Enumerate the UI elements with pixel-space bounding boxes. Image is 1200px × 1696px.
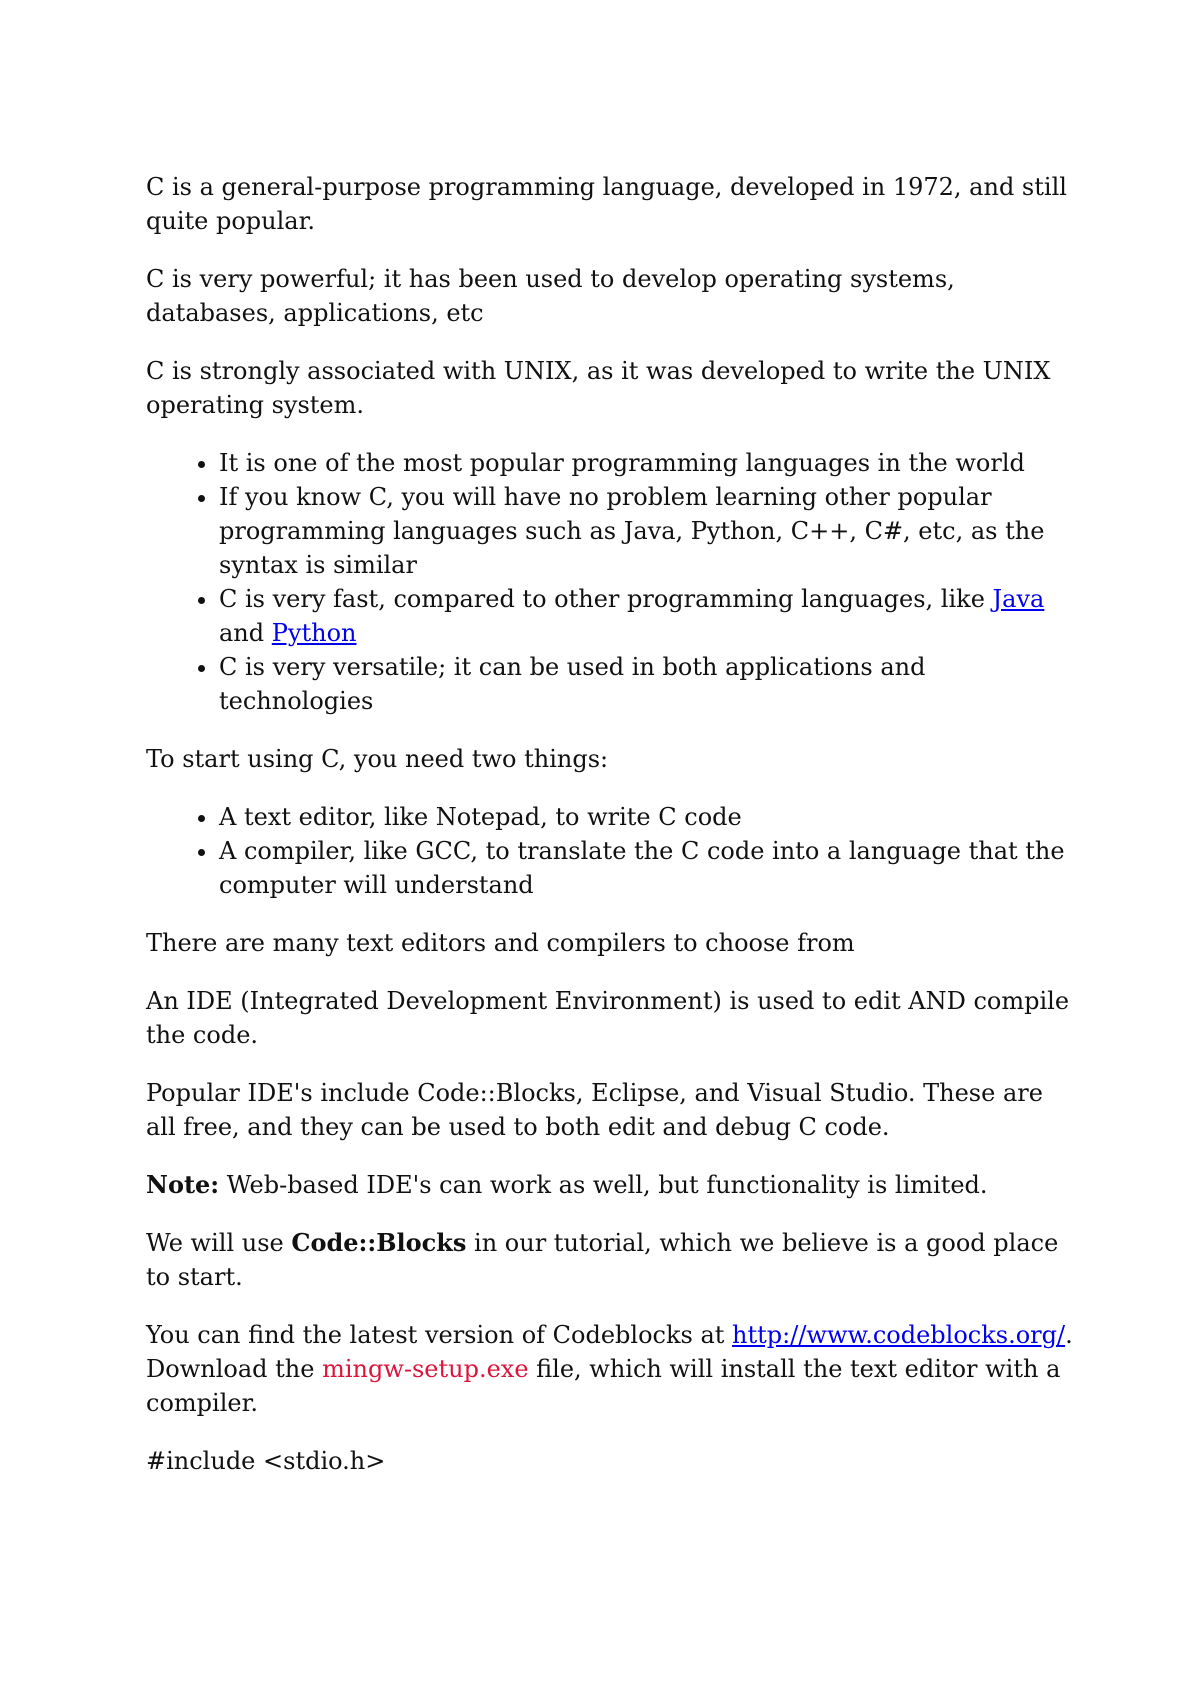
text-segment: We will use — [146, 1229, 292, 1257]
list-item-text: and — [219, 619, 272, 647]
list-item: • If you know C, you will have no problem learning other popular programming languages such as Java, Python, C++, C#, etc, as the syntax is similar — [219, 480, 1076, 582]
list-item: • A text editor, like Notepad, to write C code — [219, 800, 1076, 834]
text-segment: in our tutorial, which we believe is a good place to start. — [146, 1229, 1059, 1291]
list-item — [219, 582, 1076, 650]
java-link[interactable]: Java — [992, 585, 1045, 613]
paragraph-ide: An IDE (Integrated Development Environment) is used to edit AND compile the code. — [146, 987, 1070, 1049]
paragraph-intro: C is a general-purpose programming language, developed in 1972, and still quite popular. — [146, 173, 1067, 235]
paragraph-powerful: C is very powerful; it has been used to develop operating systems, databases, applications, etc — [146, 265, 955, 327]
note-label: Note: — [146, 1170, 220, 1199]
paragraph-editors: There are many text editors and compilers to choose from — [146, 929, 855, 957]
codeblocks-bold: Code::Blocks — [291, 1228, 467, 1257]
list-item: • A compiler, like GCC, to translate the C code into a language that the computer will understand — [219, 834, 1076, 902]
code-include-line: #include <stdio.h> — [146, 1447, 386, 1475]
list-item-text: C is very fast, compared to other programming languages, like — [219, 585, 993, 613]
text-segment: . Download the — [146, 1321, 1073, 1383]
bullet-list-reasons — [146, 446, 1076, 718]
note-text: Web-based IDE's can work as well, but functionality is limited. — [219, 1171, 988, 1199]
paragraph-download — [146, 1318, 1076, 1420]
paragraph-note — [146, 1168, 1076, 1202]
paragraph-popular-ides: Popular IDE's include Code::Blocks, Eclipse, and Visual Studio. These are all free, and they can be used to both edit and debug C code. — [146, 1079, 1043, 1141]
bullet-list-requirements — [146, 800, 1076, 902]
paragraph-tutorial — [146, 1226, 1076, 1294]
list-item: • It is one of the most popular programming languages in the world — [219, 446, 1076, 480]
python-link[interactable]: Python — [271, 619, 357, 647]
list-item: • C is very versatile; it can be used in both applications and technologies — [219, 650, 1076, 718]
document-body — [146, 170, 1076, 1502]
codeblocks-url-link[interactable]: http://www.codeblocks.org/ — [732, 1321, 1066, 1349]
paragraph-start: To start using C, you need two things: — [146, 745, 609, 773]
text-segment: You can find the latest version of Codeblocks at — [146, 1321, 733, 1349]
mingw-filename: mingw-setup.exe — [322, 1355, 529, 1383]
paragraph-unix: C is strongly associated with UNIX, as it was developed to write the UNIX operating system. — [146, 357, 1051, 419]
text-segment: file, which will install the text editor with a compiler. — [146, 1355, 1061, 1417]
